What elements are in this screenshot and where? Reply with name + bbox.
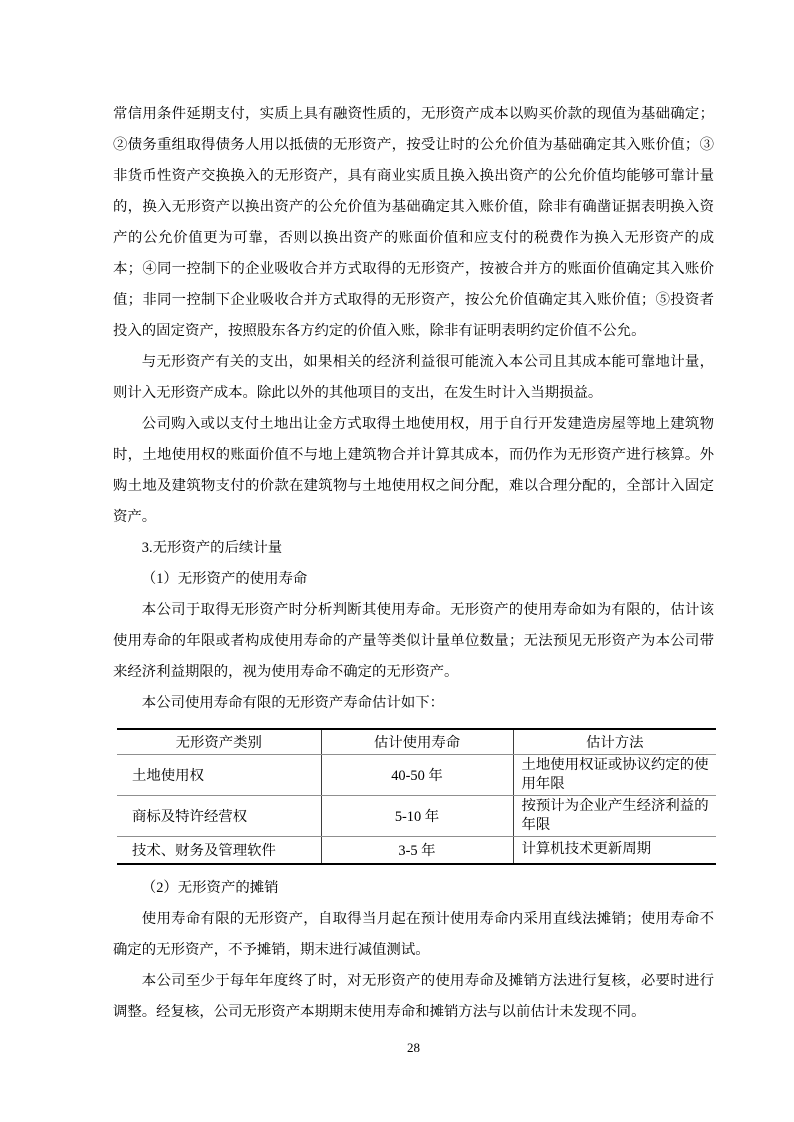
cell-estimation-method: 土地使用权证或协议约定的使用年限 [513, 754, 716, 795]
page-content [113, 99, 714, 1028]
table-row-trademark-franchise [117, 795, 716, 836]
paragraph-asset-recognition-continuation: 常信用条件延期支付，实质上具有融资性质的，无形资产成本以购买价款的现值为基础确定；②债务重组取得债务人用以抵债的无形资产，按受让时的公允价值为基础确定其入账价值；③非货币性资产交换换入的无形资产，具有商业实质且换入换出资产的公允价值均能够可靠计量的，换入无形资产以换出资产的公允价值为基础确定其入账价值，除非有确凿证据表明换入资产的公允价值更为可靠，否则以换出资产的账面价值和应支付的税费作为换入无形资产的成本；④同一控制下的企业吸收合并方式取得的无形资产，按被合并方的账面价值确定其入账价值；非同一控制下企业吸收合并方式取得的无形资产，按公允价值确定其入账价值；⑤投资者投入的固定资产，按照股东各方约定的价值入账，除非有证明表明约定价值不公允。 [113, 106, 714, 339]
useful-life-table [117, 728, 716, 865]
paragraph-land-use-rights: 公司购入或以支付土地出让金方式取得土地使用权，用于自行开发建造房屋等地上建筑物时，土地使用权的账面价值不与地上建筑物合并计算其成本，而仍作为无形资产进行核算。外购土地及建筑物支付的价款在建筑物与土地使用权之间分配，难以合理分配的，全部计入固定资产。 [113, 416, 714, 525]
table-row-software [117, 836, 716, 864]
paragraph-annual-review: 本公司至少于每年年度终了时，对无形资产的使用寿命及摊销方法进行复核，必要时进行调整。经复核，公司无形资产本期期末使用寿命和摊销方法与以前估计未发现不同。 [113, 973, 714, 1020]
paragraph-table-intro: 本公司使用寿命有限的无形资产寿命估计如下： [141, 695, 445, 711]
table-header-row [117, 729, 716, 754]
heading-amortization: （2）无形资产的摊销 [141, 880, 279, 896]
table-header-estimated-life: 估计使用寿命 [321, 729, 513, 754]
cell-estimation-method: 计算机技术更新周期 [521, 841, 652, 858]
cell-category: 土地使用权 [117, 754, 321, 795]
heading-subsequent-measurement: 3.无形资产的后续计量 [141, 540, 283, 556]
cell-estimation-method: 按预计为企业产生经济利益的年限 [513, 795, 716, 836]
cell-estimated-life: 5-10 年 [321, 795, 513, 836]
paragraph-useful-life-judgement: 本公司于取得无形资产时分析判断其使用寿命。无形资产的使用寿命如为有限的，估计该使用寿命的年限或者构成使用寿命的产量等类似计量单位数量；无法预见无形资产为本公司带来经济利益期限的，视为使用寿命不确定的无形资产。 [113, 602, 714, 680]
heading-useful-life: （1）无形资产的使用寿命 [141, 571, 308, 587]
cell-category: 商标及特许经营权 [117, 795, 321, 836]
cell-estimated-life: 3-5 年 [321, 836, 513, 864]
paragraph-amortization-method: 使用寿命有限的无形资产，自取得当月起在预计使用寿命内采用直线法摊销；使用寿命不确定的无形资产，不予摊销，期末进行减值测试。 [113, 911, 714, 958]
table-row-land-use-right [117, 754, 716, 795]
table-header-estimation-method: 估计方法 [513, 729, 716, 754]
paragraph-expenditure-policy: 与无形资产有关的支出，如果相关的经济利益很可能流入本公司且其成本能可靠地计量，则计入无形资产成本。除此以外的其他项目的支出，在发生时计入当期损益。 [113, 354, 714, 401]
cell-category: 技术、财务及管理软件 [117, 836, 321, 864]
cell-estimated-life: 40-50 年 [321, 754, 513, 795]
table-header-category: 无形资产类别 [117, 729, 321, 754]
page-number: 28 [407, 1040, 420, 1055]
